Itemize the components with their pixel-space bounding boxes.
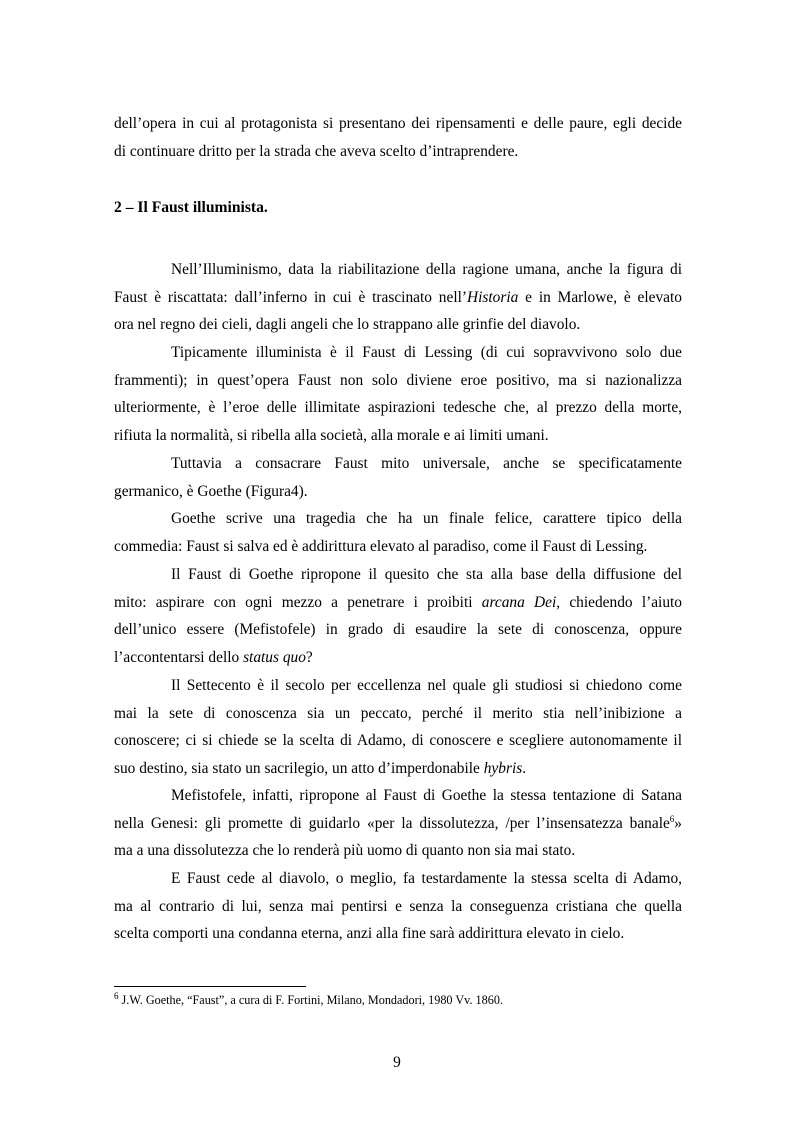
- text-line: ma al contrario di lui, senza mai pentirsi e senza la conseguenza cristiana che quella: [114, 897, 682, 915]
- section-heading: 2 – Il Faust illuminista.: [114, 199, 268, 216]
- text-line: Faust è riscattata: dall’inferno in cui è trascinato nell’Historia e in Marlowe, è elevato: [114, 288, 682, 306]
- text-line: mito: aspirare con ogni mezzo a penetrare i proibiti arcana Dei, chiedendo l’aiuto: [114, 593, 682, 611]
- italic-status-quo: status quo: [243, 648, 306, 666]
- text-line: Il Faust di Goethe ripropone il quesito che sta alla base della diffusione del: [171, 566, 682, 583]
- footnote-reference[interactable]: 6: [669, 813, 675, 824]
- paragraph-tragedia: [114, 505, 682, 560]
- text-line: mai la sete di conoscenza sia un peccato, perché il merito stia nell’inibizione a: [114, 704, 682, 722]
- text-line: E Faust cede al diavolo, o meglio, fa testardamente la stessa scelta di Adamo,: [171, 870, 682, 887]
- text-line: ulteriormente, è l’eroe delle illimitate aspirazioni tedesche che, al prezzo della morte,: [114, 399, 682, 417]
- text-line: ma a una dissolutezza che lo renderà più uomo di quanto non sia mai stato.: [114, 842, 576, 860]
- text-line: dell’unico essere (Mefistofele) in grado di esaudire la sete di conoscenza, oppure: [114, 621, 682, 639]
- text-line: suo destino, sia stato un sacrilegio, un atto d’imperdonabile hybris.: [114, 759, 527, 777]
- text-line: commedia: Faust si salva ed è addirittura elevato al paradiso, come il Faust di Lessing.: [114, 537, 648, 555]
- text-line: l’accontentarsi dello status quo?: [114, 648, 313, 666]
- text-line: nella Genesi: gli promette di guidarlo «per la dissolutezza, /per l’insensatezza banale$^6$»: [114, 813, 682, 832]
- page-number: 9: [393, 1054, 401, 1071]
- text-line: dell’opera in cui al protagonista si presentano dei ripensamenti e delle paure, egli decide: [114, 115, 682, 132]
- paragraph-settecento: [114, 672, 682, 782]
- text-line: frammenti); in quest’opera Faust non solo diviene eroe positivo, ma si nazionalizza: [114, 371, 682, 389]
- footnote-divider: [114, 986, 306, 987]
- paragraph-quesito: [114, 561, 682, 671]
- text-line: Il Settecento è il secolo per eccellenza nel quale gli studiosi si chiedono come: [171, 677, 682, 694]
- text-line: rifiuta la normalità, si ribella alla società, alla morale e ai limiti umani.: [114, 426, 549, 444]
- text-line: Tuttavia a consacrare Faust mito universale, anche se specificatamente: [171, 455, 682, 472]
- footnote-number: 6: [114, 990, 119, 1001]
- paragraph-illuminismo: [114, 256, 682, 339]
- text-line: Goethe scrive una tragedia che ha un finale felice, carattere tipico della: [171, 510, 682, 527]
- text-line: conoscere; ci si chiede se la scelta di Adamo, di conoscere e scegliere autonomamente il: [114, 732, 682, 750]
- text-line: Nell’Illuminismo, data la riabilitazione della ragione umana, anche la figura di: [171, 261, 682, 278]
- text-line: germanico, è Goethe (Figura4).: [114, 482, 308, 500]
- paragraph-lessing: [114, 339, 682, 449]
- footnote: [114, 992, 503, 1008]
- text-line: Tipicamente illuminista è il Faust di Lessing (di cui sopravvivono solo due: [171, 344, 682, 361]
- continuation-paragraph: [114, 110, 682, 165]
- italic-historia: Historia: [467, 288, 519, 306]
- text-line: di continuare dritto per la strada che aveva scelto d’intraprendere.: [114, 142, 519, 160]
- italic-arcana-dei: arcana Dei: [481, 593, 557, 611]
- footnote-text: J.W. Goethe, “Faust”, a cura di F. Fortini, Milano, Mondadori, 1980 Vv. 1860.: [118, 993, 503, 1007]
- paragraph-goethe-mito: [114, 450, 682, 505]
- text-line: ora nel regno dei cieli, dagli angeli che lo strappano alle grinfie del diavolo.: [114, 316, 581, 334]
- italic-hybris: hybris: [483, 759, 523, 777]
- text-line: Mefistofele, infatti, ripropone al Faust di Goethe la stessa tentazione di Satana: [171, 787, 682, 804]
- paragraph-faust-cede: [114, 865, 682, 948]
- paragraph-mefistofele: [114, 782, 682, 865]
- text-line: scelta comporti una condanna eterna, anzi alla fine sarà addirittura elevato in cielo.: [114, 925, 625, 943]
